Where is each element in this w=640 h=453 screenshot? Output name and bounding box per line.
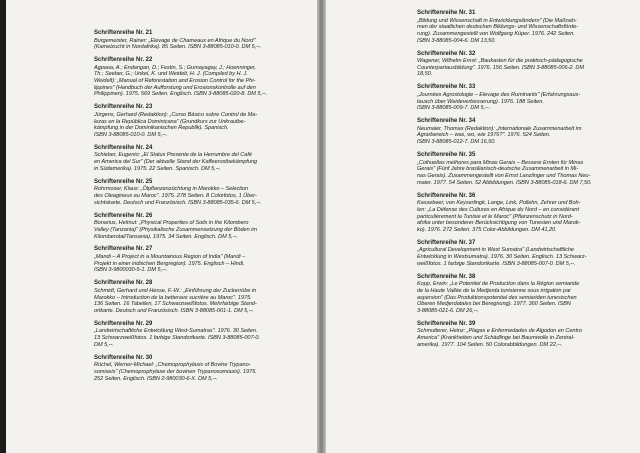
series-entry-line: somiasis" (Chemoprophylaxe der bovinen Trypanosomiasis). 1975. [94,368,257,375]
series-entry-line: Schieber, Eugenio: „El Status Presente de la Herrumbre del Café [94,152,252,159]
series-entry-line: amerika). 1977. 104 Seiten. 50 Colorabbildungen. DM 22,--. [417,341,563,348]
series-entry-title: Schriftenreihe Nr. 25 [94,178,153,185]
series-entry-line: Rüchel, Werner-Michael: „Chemoprophylaxis of Bovine Trypano- [94,362,251,369]
series-entry-line: Kilomberotal/Tansania). 1975. 34 Seiten. Englisch. DM 5,--. [94,233,238,240]
series-entry-line: men der staatlichen deutschen Bildungs- und Wissenschaftsförde- [417,24,578,31]
left-page [6,0,317,453]
series-entry [94,57,307,98]
series-entry-title: Schriftenreihe Nr. 22 [94,57,153,64]
series-entry [417,118,632,146]
series-entry-line: Bonarius, Helmut: „Physical Properties of Soils in the Kilombero [94,220,249,227]
series-entry-line: des Oleagineux au Maroc". 1975. 278 Seiten. 8 Colorfotos, 1 Über- [94,193,257,199]
series-entry [417,274,632,315]
series-entry [417,152,632,186]
series-entry-line: ortkarte. Deutsch und Französisch. ISBN 3-88085-001-1. DM 5,--. [94,307,254,314]
series-entry-line: sichtskarte. Deutsch und Französisch. ISBN 3-88085-035-6. DM 5,--. [94,199,262,206]
series-entry-line: nas Gerais). Zusammengestellt von Ernst Lanzlinger und Thomas Neu- [417,173,591,179]
series-entry-line: Schmutterer, Heinz: „Plagas e Enfermedades de Algodon en Centro [417,328,582,335]
series-entry-title: Schriftenreihe Nr. 21 [94,30,153,36]
series-entry-line: DM 5,--. [94,341,114,348]
series-entry [94,280,307,314]
series-entry-title: Schriftenreihe Nr. 26 [94,212,153,219]
series-entry-title: Schriftenreihe Nr. 34 [417,118,476,125]
series-entry-line: Schmidt, Gerhard und Hesse, F.-W.: „Einführung der Zuckerrübe in [94,287,257,294]
series-entry [94,179,307,207]
series-entry-line: Weidelt): „Manual of Reforestation and Erosion Control for the Phi- [94,78,256,85]
series-entry-line: Entwicklung in Westsumatra). 1976. 30 Seiten. Englisch. 13 Schwarz- [417,254,587,261]
series-entry [94,321,307,349]
series-entry-line: afrika unter besonderer Berücksichtigung von Tunesien und Marok- [417,220,581,227]
series-entry-line: Agrarbereich – was, wo, wie 1976?". 1976. 524 Seiten. [417,132,551,139]
series-entry-line: „Mandi – A Project in a Mountainous Region of India" (Mandi – [94,254,246,261]
series-entry-title: Schriftenreihe Nr. 30 [94,354,153,361]
series-entry-line: „Bildung und Wissenschaft in Entwicklungsländern" (Die Maßnah- [417,17,577,24]
series-entry-line: „Coihueltas melhores para Minas Gerais – Bessere Ernten für Minas [417,159,584,166]
series-entry-line: Kopp, Erwin: „Le Potentiel de Production dans la Région semiaride [417,281,580,288]
series-entry-line: Th.; Seeber, G.; Unkel, K. und Weidelt, H. J. (Compiled by H. J. [94,71,248,78]
series-entry-line: „Landwirtschaftliche Entwicklung West-Sumatras". 1976. 30 Seiten. [94,328,258,335]
series-entry-line: Counterpartausbildung". 1976. 156 Seiten. ISBN 3-88085-006-2. DM [417,64,585,71]
series-entry-line: America" (Krankheiten und Schädlinge bei Baumwolle in Zentral- [417,335,575,342]
series-entry-line: len: „La Défense des Cultures en Afrique du Nord – en considérant [417,206,579,213]
series-entry-line: Valley (Tanzania)" (Physikalische Zusammensetzung der Böden im [94,226,257,233]
book-gutter [317,0,326,453]
series-entry-title: Schriftenreihe Nr. 27 [94,246,153,253]
series-entry-line: 13 Schwarzweißfotos. 1 farbige Standortkarte. ISBN 3-88085-007-0. [94,335,260,342]
series-entry-title: Schriftenreihe Nr. 39 [417,320,476,327]
series-entry-line: ISBN 3-88085-009-7. DM 5,--. [417,105,491,112]
series-entry-line: „Agricultural Development in West Sumatra" (Landwirtschaftliche [417,247,574,254]
series-entry-line: kämpfung in der Dominikanischen Republik). Spanisch. [94,125,229,132]
series-entry-line: 252 Seiten. Englisch. ISBN 2-980030-6-X. DM 5,--. [94,375,218,382]
series-entry-line: en America del Sur" (Der aktuelle Stand der Kaffeerostbekämpfung [94,159,258,166]
series-entry [417,51,632,79]
series-entry-title: Schriftenreihe Nr. 29 [94,320,153,327]
series-entry [94,213,307,241]
series-entry-line: Marokko – Introduction de la betterave sucrière au Maroc". 1975. [94,294,252,301]
series-entry-line: Burgemeister, Rainer: „Elevage de Chameaux en Afrique du Nord" [94,37,256,44]
series-entry [94,104,307,138]
series-entry-line: lezas en la República Dominicana" (Grundkurs zur Unkrautbe- [94,118,246,125]
series-entry-line: tausch über Weideverbesserung). 1976. 188 Seiten. [417,98,544,105]
series-entry-title: Schriftenreihe Nr. 36 [417,192,476,199]
series-entry-title: Schriftenreihe Nr. 23 [94,104,153,111]
series-entry-title: Schriftenreihe Nr. 38 [417,273,476,280]
series-entry [94,145,307,173]
right-page [326,0,640,453]
series-entry-line: particulièrement la Tunisie et le Maroc" (Pflanzenschutz in Nord- [417,213,573,220]
series-entry-line: ISBN 3-88085-010-0. DM 5,--. [94,131,168,138]
series-entry-title: Schriftenreihe Nr. 37 [417,239,476,246]
series-entry-line: Agpaoa, A.; Endangan, D.; Festin, S.; Gumayagay, J.; Hoenninger, [94,64,256,71]
series-entry-line: Neumaier, Thomas (Redaktion): „Internationale Zusammenarbeit im [417,125,582,132]
series-entry-line: in Südamerika). 1975. 22 Seiten. Spanisch. DM 5,--. [94,165,221,172]
series-entry [417,193,632,234]
series-entry-line: Kassebeer, von Keyserlingk, Lange, Link, Pollehn, Zehrer und Boh- [417,200,581,207]
series-entry-line: Projekt in einer indischen Bergregion). 1975. Englisch – Hindi. [94,260,245,267]
series-entry-title: Schriftenreihe Nr. 32 [417,50,476,57]
series-entry [94,30,307,51]
series-entry-line: weißfotos. 1 farbige Standortkarte. ISBN 3-88085-007-0. DM 5,--. [417,260,576,267]
series-entry-title: Schriftenreihe Nr. 33 [417,84,476,91]
series-entry-line: ISBN 3-88085-012-7. DM 16,50. [417,139,496,146]
series-entry-line: Jürgens, Gerhard (Redaktion): „Curso Básico sobre Control de Ma- [94,111,258,118]
series-entry-title: Schriftenreihe Nr. 28 [94,280,153,287]
series-entry [417,240,632,268]
series-entry-line: maier. 1977. 54 Seiten. 52 Abbildungen. ISBN 3-88085-018-6. DM 7,50. [417,179,592,186]
series-entry-line: „Journées Agrostologie – Elevage des Ruminants" (Erfahrungsaus- [417,91,581,98]
series-entry-line: rung). Zusammengestellt von Wolfgang Küper. 1976. 242 Seiten. [417,30,575,37]
series-entry-line: ISBN 3-88085-004-6. DM 13,50. [417,37,496,44]
series-entry-line: (Kamelzucht in Nordafrika). 85 Seiten. ISBN 3-88085-010-0. DM 5,--. [94,44,262,51]
series-entry-line: de la Haute Vallée de la Medjerda tunisienne sous irrigation par [417,287,571,294]
series-entry-line: ISBN 3-9800030-5-1. DM 5,--. [94,267,168,274]
series-entry-line: aspersion" (Das Produktionspotential des semiariden tunesischen [417,294,577,301]
series-entry [417,84,632,112]
series-entry-line: lippines" (Handbuch der Aufforstung und Erosionskontrolle auf den [94,84,256,91]
series-entry-line: Philippinen). 1975. 569 Seiten. Englisch. ISBN 3-88085-020-8. DM 5,--. [94,91,268,98]
series-entry [417,10,632,44]
series-entry-line: 136 Seiten. 16 Tabellen, 17 Schwarzweißfotos. Mehrfarbige Stand- [94,301,257,308]
series-entry-title: Schriftenreihe Nr. 31 [417,10,476,16]
series-entry-line: 18,50. [417,71,433,78]
series-entry-line: Rohrmoser, Klaus: „Ölpflanzenzüchtung in Marokko – Selection [94,186,249,193]
series-entry-line: 3-88085-021-6. DM 26,--. [417,307,479,314]
series-entry [94,355,307,383]
series-entry-line: Wagener, Wilhelm Ernst: „Baukasten für die praktisch-pädagogische [417,58,583,65]
series-entry-line: Gerais" (Fünf Jahre brasilianisch-deutsche Zusammenarbeit in Mi- [417,166,579,173]
series-entry-title: Schriftenreihe Nr. 24 [94,144,153,151]
series-entry-title: Schriftenreihe Nr. 35 [417,152,476,159]
series-entry [94,246,307,274]
series-entry [417,321,632,349]
series-entry-line: ko). 1976. 272 Seiten. 375 Color-Abbildungen. DM 41,20. [417,226,557,233]
series-entry-line: Oberen Medjerdatales bei Beregnung). 1977. 360 Seiten. ISBN [417,301,571,308]
